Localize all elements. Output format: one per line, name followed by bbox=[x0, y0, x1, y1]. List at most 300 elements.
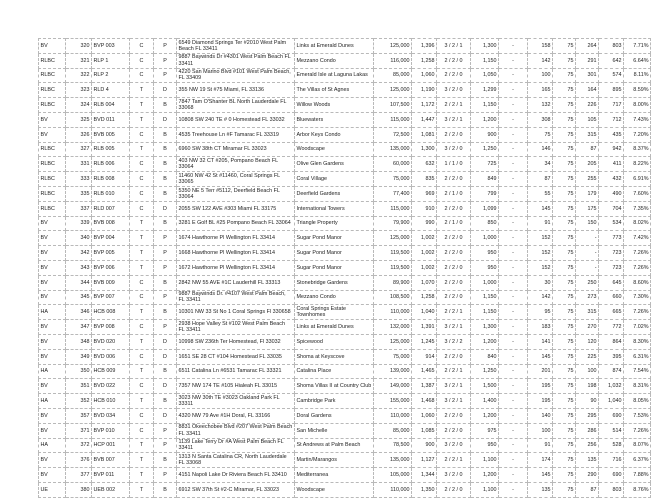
hoa-cell: 175 bbox=[576, 201, 599, 216]
bed-bath-half-cell: 2 / 1 / 0 bbox=[437, 216, 471, 231]
vacancy-cell: - bbox=[499, 349, 528, 364]
property-code-cell: RLP 1 bbox=[92, 53, 130, 68]
property-code-cell: BVP 011 bbox=[92, 468, 130, 483]
tax-cell: 142 bbox=[528, 53, 553, 68]
hoa-cell: - bbox=[576, 231, 599, 246]
price-cell: 115,000 bbox=[374, 112, 412, 127]
tax-cell: 165 bbox=[528, 83, 553, 98]
vacancy-cell: - bbox=[499, 334, 528, 349]
vacancy-cell: - bbox=[499, 482, 528, 497]
vacancy-cell: - bbox=[499, 83, 528, 98]
unit-type-cell: T bbox=[130, 231, 154, 246]
tax-cell: 141 bbox=[528, 334, 553, 349]
property-code-cell: BVB 007 bbox=[92, 453, 130, 468]
hoa-cell: 87 bbox=[576, 142, 599, 157]
cap-rate-cell: 8.11% bbox=[624, 68, 651, 83]
unit-number-cell: 323 bbox=[66, 83, 92, 98]
price-cell: 139,000 bbox=[374, 364, 412, 379]
insurance-cell: 75 bbox=[553, 394, 576, 409]
region-cell: BV bbox=[39, 260, 66, 275]
county-cell: B bbox=[154, 216, 177, 231]
unit-type-cell: T bbox=[130, 468, 154, 483]
price-cell: 119,500 bbox=[374, 260, 412, 275]
sqft-cell: 1,040 bbox=[412, 305, 437, 320]
net-income-cell: 660 bbox=[599, 290, 624, 305]
community-cell: Bluewaters bbox=[295, 112, 374, 127]
price-cell: 110,000 bbox=[374, 482, 412, 497]
bed-bath-half-cell: 2 / 2 / 0 bbox=[437, 290, 471, 305]
net-income-cell: 665 bbox=[599, 305, 624, 320]
county-cell: P bbox=[154, 231, 177, 246]
address-cell: 355 NW 19 St #75 Miami, FL 33136 bbox=[177, 83, 295, 98]
community-cell: International Towers bbox=[295, 201, 374, 216]
net-income-cell: 690 bbox=[599, 408, 624, 423]
cap-rate-cell: 7.71% bbox=[624, 39, 651, 54]
net-income-cell: 942 bbox=[599, 142, 624, 157]
vacancy-cell: - bbox=[499, 201, 528, 216]
insurance-cell: 75 bbox=[553, 379, 576, 394]
address-cell: 1139 Lake Terry Dr #A West Palm Beach FL 33411 bbox=[177, 438, 295, 453]
sqft-cell: 1,344 bbox=[412, 468, 437, 483]
cap-rate-cell: 6.91% bbox=[624, 172, 651, 187]
insurance-cell: 75 bbox=[553, 201, 576, 216]
unit-number-cell: 345 bbox=[66, 290, 92, 305]
region-cell: BV bbox=[39, 216, 66, 231]
tax-cell: 95 bbox=[528, 305, 553, 320]
unit-type-cell: C bbox=[130, 320, 154, 335]
price-cell: 125,000 bbox=[374, 83, 412, 98]
rent-cell: 849 bbox=[471, 172, 499, 187]
hoa-cell: 226 bbox=[576, 98, 599, 113]
region-cell: BV bbox=[39, 39, 66, 54]
address-cell: 9887 Baywinds Dr #4301 West Palm Beach FL 33411 bbox=[177, 53, 295, 68]
unit-type-cell: C bbox=[130, 157, 154, 172]
county-cell: B bbox=[154, 482, 177, 497]
county-cell: P bbox=[154, 68, 177, 83]
bed-bath-half-cell: 3 / 2 / 1 bbox=[437, 379, 471, 394]
rent-cell: 1,250 bbox=[471, 364, 499, 379]
region-cell: BV bbox=[39, 246, 66, 261]
unit-number-cell: 372 bbox=[66, 438, 92, 453]
vacancy-cell: - bbox=[499, 112, 528, 127]
tax-cell: 87 bbox=[528, 172, 553, 187]
vacancy-cell: - bbox=[499, 290, 528, 305]
sqft-cell: 1,350 bbox=[412, 482, 437, 497]
price-cell: 119,500 bbox=[374, 246, 412, 261]
vacancy-cell: - bbox=[499, 423, 528, 438]
insurance-cell: 75 bbox=[553, 98, 576, 113]
tax-cell: 140 bbox=[528, 408, 553, 423]
insurance-cell: 75 bbox=[553, 468, 576, 483]
net-income-cell: 773 bbox=[599, 231, 624, 246]
region-cell: HA bbox=[39, 305, 66, 320]
bed-bath-half-cell: 2 / 2 / 0 bbox=[437, 172, 471, 187]
tax-cell: 195 bbox=[528, 394, 553, 409]
region-cell: RLBC bbox=[39, 83, 66, 98]
unit-type-cell: T bbox=[130, 364, 154, 379]
hoa-cell: 256 bbox=[576, 438, 599, 453]
unit-type-cell: T bbox=[130, 98, 154, 113]
hoa-cell: 295 bbox=[576, 408, 599, 423]
rent-cell: 1,200 bbox=[471, 408, 499, 423]
vacancy-cell: - bbox=[499, 453, 528, 468]
insurance-cell: 75 bbox=[553, 216, 576, 231]
unit-type-cell: C bbox=[130, 201, 154, 216]
community-cell: Mezzano Condo bbox=[295, 53, 374, 68]
insurance-cell: 75 bbox=[553, 127, 576, 142]
table-row bbox=[39, 482, 651, 497]
hoa-cell: 225 bbox=[576, 349, 599, 364]
community-cell: Links at Emerald Dunes bbox=[295, 39, 374, 54]
cap-rate-cell: 7.26% bbox=[624, 423, 651, 438]
county-cell: D bbox=[154, 408, 177, 423]
sqft-cell: 1,002 bbox=[412, 246, 437, 261]
community-cell: Catalina Place bbox=[295, 364, 374, 379]
rent-cell: 1,200 bbox=[471, 334, 499, 349]
unit-number-cell: 380 bbox=[66, 482, 92, 497]
price-cell: 85,000 bbox=[374, 68, 412, 83]
county-cell: B bbox=[154, 394, 177, 409]
tax-cell: 195 bbox=[528, 379, 553, 394]
property-table bbox=[38, 38, 651, 498]
net-income-cell: 803 bbox=[599, 39, 624, 54]
vacancy-cell: - bbox=[499, 39, 528, 54]
property-code-cell: BVP 004 bbox=[92, 231, 130, 246]
tax-cell: 55 bbox=[528, 186, 553, 201]
insurance-cell: 75 bbox=[553, 408, 576, 423]
region-cell: RLBC bbox=[39, 186, 66, 201]
hoa-cell: 105 bbox=[576, 112, 599, 127]
table-row bbox=[39, 423, 651, 438]
community-cell: Triangle Property bbox=[295, 216, 374, 231]
community-cell: Emerald Isle at Laguna Lakas bbox=[295, 68, 374, 83]
bed-bath-half-cell: 2 / 2 / 0 bbox=[437, 231, 471, 246]
community-cell: Woodscape bbox=[295, 142, 374, 157]
hoa-cell: 205 bbox=[576, 157, 599, 172]
community-cell: Shoma at Keyscove bbox=[295, 349, 374, 364]
unit-type-cell: T bbox=[130, 394, 154, 409]
region-cell: BV bbox=[39, 334, 66, 349]
table-row bbox=[39, 127, 651, 142]
address-cell: 1313 N Santa Catalina CR, North Lauderdale FL 33068 bbox=[177, 453, 295, 468]
insurance-cell: 75 bbox=[553, 482, 576, 497]
rent-cell: 1,300 bbox=[471, 39, 499, 54]
insurance-cell: 75 bbox=[553, 423, 576, 438]
unit-type-cell: C bbox=[130, 290, 154, 305]
rent-cell: 1,100 bbox=[471, 482, 499, 497]
tax-cell: 91 bbox=[528, 438, 553, 453]
rent-cell: 1,000 bbox=[471, 231, 499, 246]
sqft-cell: 1,396 bbox=[412, 39, 437, 54]
region-cell: BV bbox=[39, 408, 66, 423]
cap-rate-cell: 7.26% bbox=[624, 305, 651, 320]
vacancy-cell: - bbox=[499, 379, 528, 394]
address-cell: 2938 Hope Valley St #102 West Palm Beach FL 33411 bbox=[177, 320, 295, 335]
community-cell: Willow Woods bbox=[295, 98, 374, 113]
vacancy-cell: - bbox=[499, 468, 528, 483]
vacancy-cell: - bbox=[499, 246, 528, 261]
bed-bath-half-cell: 2 / 2 / 0 bbox=[437, 275, 471, 290]
unit-number-cell: 377 bbox=[66, 468, 92, 483]
region-cell: RLBC bbox=[39, 142, 66, 157]
sqft-cell: 1,070 bbox=[412, 275, 437, 290]
vacancy-cell: - bbox=[499, 305, 528, 320]
region-cell: BV bbox=[39, 275, 66, 290]
vacancy-cell: - bbox=[499, 320, 528, 335]
property-code-cell: BVP 005 bbox=[92, 246, 130, 261]
tax-cell: 145 bbox=[528, 349, 553, 364]
county-cell: P bbox=[154, 260, 177, 275]
insurance-cell: 75 bbox=[553, 142, 576, 157]
cap-rate-cell: 7.53% bbox=[624, 408, 651, 423]
price-cell: 78,500 bbox=[374, 438, 412, 453]
address-cell: 4535 Treehouse Ln #F Tamarac FL 33319 bbox=[177, 127, 295, 142]
rent-cell: 840 bbox=[471, 349, 499, 364]
address-cell: 8831 Okeechobee Blvd #207 West Palm Beach FL 33411 bbox=[177, 423, 295, 438]
insurance-cell: 75 bbox=[553, 39, 576, 54]
tax-cell: 158 bbox=[528, 39, 553, 54]
insurance-cell: 75 bbox=[553, 246, 576, 261]
tax-cell: 142 bbox=[528, 290, 553, 305]
sqft-cell: 1,245 bbox=[412, 334, 437, 349]
address-cell: 3281 E Golf BL #25 Pompano Beach FL 33064 bbox=[177, 216, 295, 231]
insurance-cell: 75 bbox=[553, 438, 576, 453]
cap-rate-cell: 7.43% bbox=[624, 112, 651, 127]
hoa-cell: - bbox=[576, 260, 599, 275]
bed-bath-half-cell: 2 / 2 / 1 bbox=[437, 305, 471, 320]
region-cell: RLBC bbox=[39, 68, 66, 83]
address-cell: 6960 SW 38th CT Miramar FL 33023 bbox=[177, 142, 295, 157]
hoa-cell: 264 bbox=[576, 39, 599, 54]
vacancy-cell: - bbox=[499, 157, 528, 172]
cap-rate-cell: 7.35% bbox=[624, 201, 651, 216]
insurance-cell: 75 bbox=[553, 364, 576, 379]
price-cell: 89,900 bbox=[374, 275, 412, 290]
sqft-cell: 914 bbox=[412, 349, 437, 364]
insurance-cell: 75 bbox=[553, 320, 576, 335]
sqft-cell: 1,465 bbox=[412, 364, 437, 379]
insurance-cell: 75 bbox=[553, 68, 576, 83]
cap-rate-cell: 8.05% bbox=[624, 394, 651, 409]
cap-rate-cell: 7.30% bbox=[624, 290, 651, 305]
address-cell: 1674 Hawthorne Pl Wellington FL 33414 bbox=[177, 231, 295, 246]
net-income-cell: 490 bbox=[599, 186, 624, 201]
vacancy-cell: - bbox=[499, 172, 528, 187]
table-row bbox=[39, 260, 651, 275]
vacancy-cell: - bbox=[499, 98, 528, 113]
net-income-cell: 1,032 bbox=[599, 379, 624, 394]
unit-number-cell: 337 bbox=[66, 201, 92, 216]
hoa-cell: 120 bbox=[576, 334, 599, 349]
county-cell: P bbox=[154, 438, 177, 453]
hoa-cell: 150 bbox=[576, 216, 599, 231]
net-income-cell: 874 bbox=[599, 364, 624, 379]
community-cell: Woodscape bbox=[295, 482, 374, 497]
price-cell: 79,900 bbox=[374, 216, 412, 231]
region-cell: UE bbox=[39, 482, 66, 497]
community-cell: St Andrews at Palm Beach bbox=[295, 438, 374, 453]
tax-cell: 30 bbox=[528, 275, 553, 290]
unit-number-cell: 327 bbox=[66, 142, 92, 157]
vacancy-cell: - bbox=[499, 438, 528, 453]
sqft-cell: 1,060 bbox=[412, 408, 437, 423]
tax-cell: 91 bbox=[528, 216, 553, 231]
cap-rate-cell: 8.31% bbox=[624, 379, 651, 394]
table-row bbox=[39, 53, 651, 68]
tax-cell: 183 bbox=[528, 320, 553, 335]
county-cell: P bbox=[154, 320, 177, 335]
unit-number-cell: 342 bbox=[66, 246, 92, 261]
hoa-cell: 315 bbox=[576, 127, 599, 142]
net-income-cell: 534 bbox=[599, 216, 624, 231]
unit-type-cell: C bbox=[130, 408, 154, 423]
table-row bbox=[39, 112, 651, 127]
county-cell: D bbox=[154, 112, 177, 127]
insurance-cell: 75 bbox=[553, 186, 576, 201]
insurance-cell: 75 bbox=[553, 231, 576, 246]
cap-rate-cell: 8.30% bbox=[624, 334, 651, 349]
unit-type-cell: C bbox=[130, 275, 154, 290]
rent-cell: 725 bbox=[471, 157, 499, 172]
property-code-cell: BVP 010 bbox=[92, 423, 130, 438]
hoa-cell: 286 bbox=[576, 423, 599, 438]
net-income-cell: 690 bbox=[599, 468, 624, 483]
hoa-cell: 198 bbox=[576, 379, 599, 394]
table-row bbox=[39, 364, 651, 379]
property-code-cell: RLD 4 bbox=[92, 83, 130, 98]
cap-rate-cell: 8.02% bbox=[624, 216, 651, 231]
cap-rate-cell: 8.76% bbox=[624, 482, 651, 497]
price-cell: 125,000 bbox=[374, 39, 412, 54]
net-income-cell: 395 bbox=[599, 349, 624, 364]
county-cell: B bbox=[154, 98, 177, 113]
table-row bbox=[39, 394, 651, 409]
community-cell: Mediterranea bbox=[295, 468, 374, 483]
region-cell: RLBC bbox=[39, 172, 66, 187]
price-cell: 107,500 bbox=[374, 98, 412, 113]
tax-cell: 152 bbox=[528, 260, 553, 275]
region-cell: BV bbox=[39, 423, 66, 438]
sqft-cell: 990 bbox=[412, 216, 437, 231]
community-cell: Coral Village bbox=[295, 172, 374, 187]
property-code-cell: BVP 008 bbox=[92, 320, 130, 335]
price-cell: 75,000 bbox=[374, 172, 412, 187]
bed-bath-half-cell: 2 / 2 / 0 bbox=[437, 408, 471, 423]
table-row bbox=[39, 320, 651, 335]
bed-bath-half-cell: 3 / 2 / 0 bbox=[437, 468, 471, 483]
sqft-cell: 969 bbox=[412, 186, 437, 201]
table-row bbox=[39, 453, 651, 468]
unit-type-cell: C bbox=[130, 172, 154, 187]
net-income-cell: 574 bbox=[599, 68, 624, 83]
price-cell: 85,000 bbox=[374, 423, 412, 438]
hoa-cell: 315 bbox=[576, 305, 599, 320]
region-cell: RLBC bbox=[39, 157, 66, 172]
bed-bath-half-cell: 3 / 2 / 1 bbox=[437, 394, 471, 409]
insurance-cell: 75 bbox=[553, 172, 576, 187]
property-code-cell: BVP 007 bbox=[92, 290, 130, 305]
unit-type-cell: T bbox=[130, 216, 154, 231]
region-cell: BV bbox=[39, 320, 66, 335]
region-cell: RLBC bbox=[39, 53, 66, 68]
unit-number-cell: 340 bbox=[66, 231, 92, 246]
bed-bath-half-cell: 3 / 2 / 1 bbox=[437, 112, 471, 127]
address-cell: 1672 Hawthorne Pl Wellington FL 33414 bbox=[177, 260, 295, 275]
hoa-cell: 273 bbox=[576, 290, 599, 305]
county-cell: D bbox=[154, 83, 177, 98]
net-income-cell: 803 bbox=[599, 482, 624, 497]
unit-number-cell: 344 bbox=[66, 275, 92, 290]
cap-rate-cell: 7.26% bbox=[624, 246, 651, 261]
table-row bbox=[39, 408, 651, 423]
tax-cell: 152 bbox=[528, 246, 553, 261]
property-code-cell: BVD 020 bbox=[92, 334, 130, 349]
unit-number-cell: 335 bbox=[66, 186, 92, 201]
unit-number-cell: 346 bbox=[66, 305, 92, 320]
sqft-cell: 1,190 bbox=[412, 83, 437, 98]
cap-rate-cell: 6.64% bbox=[624, 53, 651, 68]
net-income-cell: 432 bbox=[599, 172, 624, 187]
unit-number-cell: 324 bbox=[66, 98, 92, 113]
sqft-cell: 632 bbox=[412, 157, 437, 172]
insurance-cell: 75 bbox=[553, 157, 576, 172]
property-code-cell: BVD 034 bbox=[92, 408, 130, 423]
net-income-cell: 895 bbox=[599, 83, 624, 98]
county-cell: B bbox=[154, 186, 177, 201]
address-cell: 10301 NW 33 St No 1 Coral Springs Fl 330658 bbox=[177, 305, 295, 320]
sqft-cell: 1,258 bbox=[412, 53, 437, 68]
table-row bbox=[39, 142, 651, 157]
community-cell: Doral Gardens bbox=[295, 408, 374, 423]
price-cell: 110,000 bbox=[374, 305, 412, 320]
cap-rate-cell: 8.60% bbox=[624, 275, 651, 290]
property-code-cell: UEB 002 bbox=[92, 482, 130, 497]
county-cell: B bbox=[154, 305, 177, 320]
insurance-cell: 75 bbox=[553, 334, 576, 349]
vacancy-cell: - bbox=[499, 142, 528, 157]
net-income-cell: 704 bbox=[599, 201, 624, 216]
tax-cell: 308 bbox=[528, 112, 553, 127]
property-code-cell: BVD 006 bbox=[92, 349, 130, 364]
property-code-cell: HCB 009 bbox=[92, 364, 130, 379]
price-cell: 105,000 bbox=[374, 468, 412, 483]
table-row bbox=[39, 379, 651, 394]
property-code-cell: BVB 008 bbox=[92, 216, 130, 231]
county-cell: P bbox=[154, 423, 177, 438]
property-code-cell: RLB 006 bbox=[92, 157, 130, 172]
tax-cell: 132 bbox=[528, 98, 553, 113]
address-cell: 6549 Diamond Springs Ter #2010 West Palm Beach FL 33411 bbox=[177, 39, 295, 54]
tax-cell: 145 bbox=[528, 201, 553, 216]
sqft-cell: 1,085 bbox=[412, 423, 437, 438]
address-cell: 6511 Catalina Ln #6531 Tamarac FL 33321 bbox=[177, 364, 295, 379]
unit-type-cell: C bbox=[130, 379, 154, 394]
table-row bbox=[39, 172, 651, 187]
price-cell: 77,400 bbox=[374, 186, 412, 201]
unit-number-cell: 347 bbox=[66, 320, 92, 335]
region-cell: BV bbox=[39, 290, 66, 305]
sqft-cell: 1,081 bbox=[412, 127, 437, 142]
address-cell: 7357 NW 174 TE #105 Hialeah FL 33015 bbox=[177, 379, 295, 394]
rent-cell: 975 bbox=[471, 423, 499, 438]
insurance-cell: 75 bbox=[553, 305, 576, 320]
community-cell: Shoma Villas II at Country Club bbox=[295, 379, 374, 394]
unit-type-cell: T bbox=[130, 453, 154, 468]
table-row bbox=[39, 157, 651, 172]
property-code-cell: BVD 011 bbox=[92, 112, 130, 127]
net-income-cell: 772 bbox=[599, 320, 624, 335]
sqft-cell: 910 bbox=[412, 201, 437, 216]
